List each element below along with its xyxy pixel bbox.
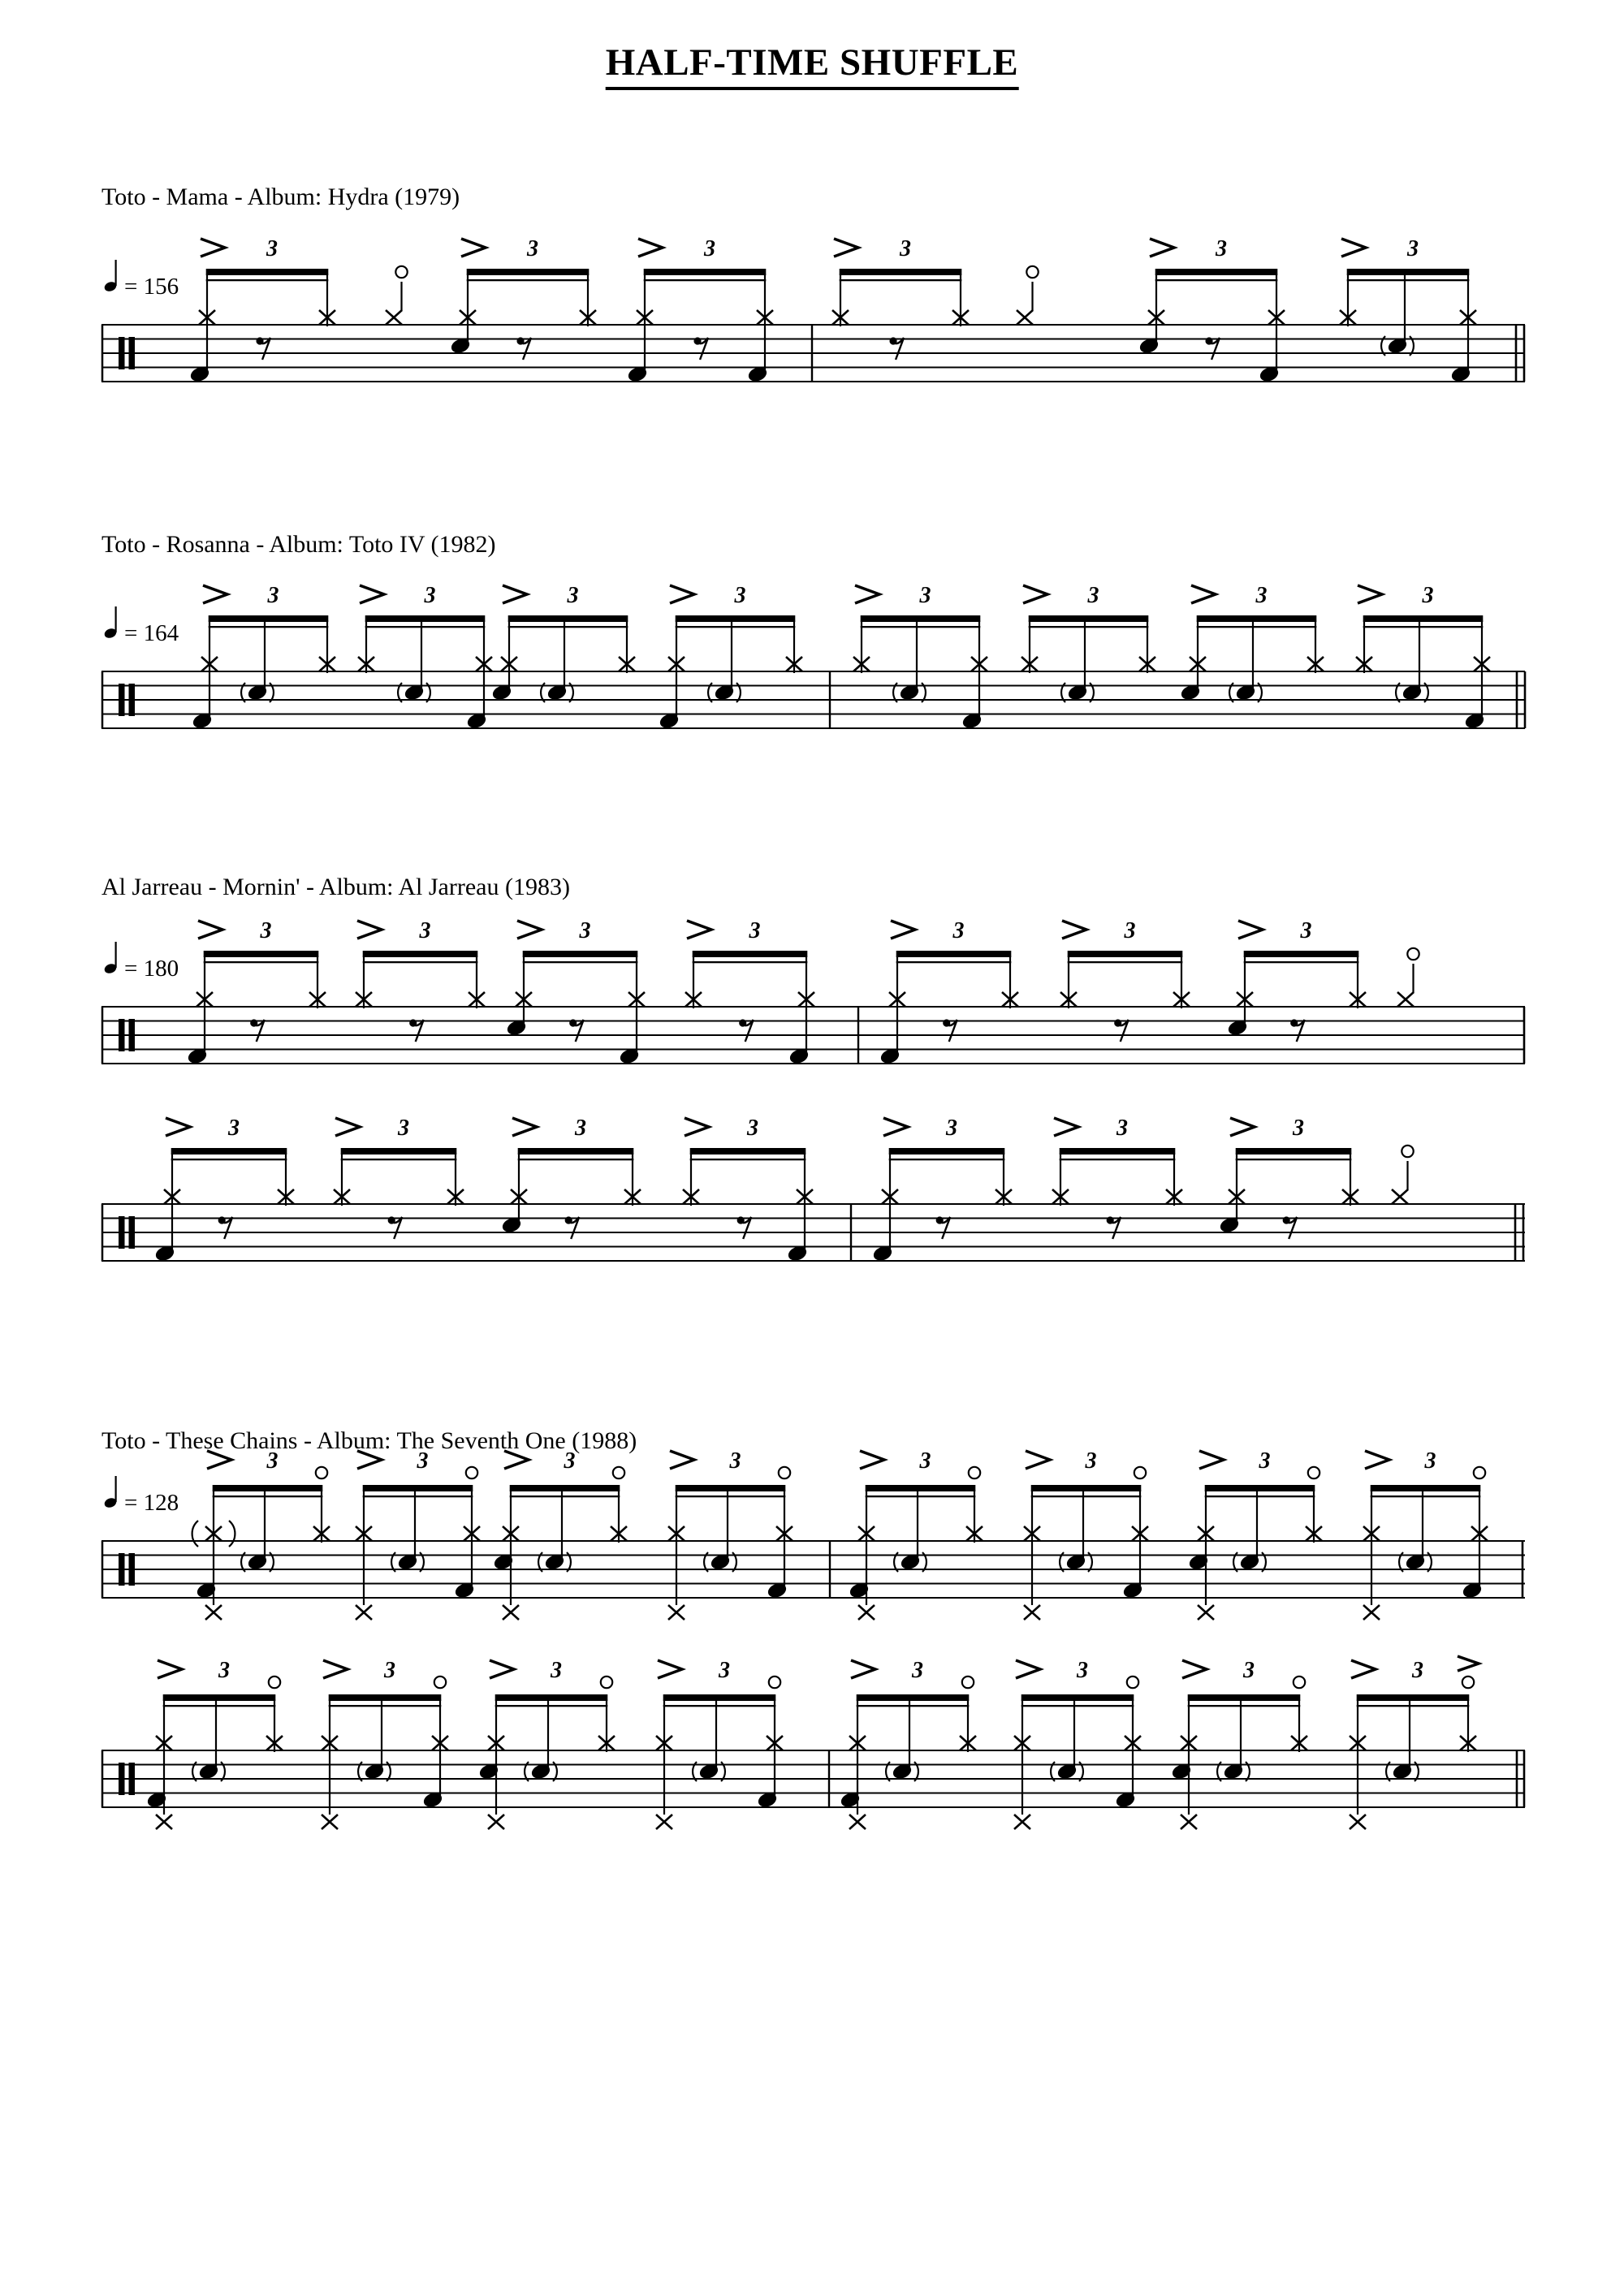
accent-mark xyxy=(1026,1451,1050,1469)
triplet-number: 3 xyxy=(1243,1658,1255,1683)
triplet-number: 3 xyxy=(398,1116,409,1141)
triplet-beam xyxy=(1155,269,1278,275)
open-hihat-mark xyxy=(601,1677,612,1688)
triplet-number: 3 xyxy=(266,236,278,261)
accent-mark xyxy=(1199,1451,1224,1469)
triplet-beam xyxy=(676,1485,786,1491)
beat-group xyxy=(839,1658,976,1829)
triplet-beam xyxy=(1021,1694,1134,1701)
beat-group xyxy=(871,1116,1012,1263)
triplet-number: 3 xyxy=(1422,583,1434,608)
triplet-number: 3 xyxy=(575,1116,586,1141)
triplet-number: 3 xyxy=(952,918,965,943)
accent-mark xyxy=(360,585,384,603)
beat-group xyxy=(683,1116,813,1263)
beat-group xyxy=(492,1448,627,1620)
song-title-mornin: Al Jarreau - Mornin' - Album: Al Jarreau (1983) xyxy=(102,874,570,900)
song-title-these-chains: Toto - These Chains - Album: The Seventh One (1988) xyxy=(102,1427,637,1454)
triplet-beam xyxy=(329,1694,442,1701)
open-hihat-mark xyxy=(1462,1677,1474,1688)
tempo-marking xyxy=(103,942,179,982)
accent-mark xyxy=(1191,585,1216,603)
triplet-number: 3 xyxy=(1116,1116,1128,1141)
beat-group xyxy=(449,236,596,360)
triplet-number: 3 xyxy=(218,1658,230,1683)
accent-mark xyxy=(517,921,542,939)
open-hihat-mark xyxy=(962,1677,974,1688)
triplet-beam xyxy=(866,1485,976,1491)
accent-mark xyxy=(335,1118,360,1136)
beat-group xyxy=(1179,583,1324,702)
percussion-clef xyxy=(119,1763,125,1795)
triplet-number: 3 xyxy=(267,583,279,608)
triplet-beam xyxy=(1363,615,1484,622)
beat-group xyxy=(1392,1146,1414,1204)
triplet-number: 3 xyxy=(551,1658,562,1683)
triplet-beam xyxy=(1244,951,1359,957)
beat-group xyxy=(1052,1116,1182,1239)
open-hihat-mark xyxy=(1294,1677,1305,1688)
triplet-number: 3 xyxy=(1124,918,1136,943)
triplet-beam xyxy=(1357,1694,1470,1701)
triplet-number: 3 xyxy=(1216,236,1227,261)
triplet-number: 3 xyxy=(1300,918,1312,943)
accent-mark xyxy=(658,1660,682,1678)
beat-group xyxy=(1014,1658,1141,1829)
triplet-beam xyxy=(663,1694,776,1701)
triplet-number: 3 xyxy=(579,918,591,943)
beat-group xyxy=(658,583,802,731)
percussion-clef xyxy=(119,684,125,716)
accent-mark xyxy=(1230,1118,1255,1136)
beat-group xyxy=(879,918,1018,1066)
accent-mark xyxy=(166,1118,190,1136)
open-hihat-mark xyxy=(1308,1467,1320,1478)
beat-group xyxy=(1021,583,1155,702)
notation-system xyxy=(102,583,1525,731)
beat-group xyxy=(191,583,335,731)
triplet-number: 3 xyxy=(567,583,579,608)
beat-group xyxy=(490,583,635,702)
accent-mark xyxy=(203,585,227,603)
beat-group xyxy=(356,918,485,1042)
accent-mark xyxy=(198,921,222,939)
triplet-number: 3 xyxy=(527,236,538,261)
accent-mark xyxy=(461,239,486,257)
accent-mark xyxy=(1016,1660,1040,1678)
accent-mark xyxy=(1023,585,1047,603)
accent-mark xyxy=(851,1660,875,1678)
triplet-beam xyxy=(693,951,808,957)
triplet-number: 3 xyxy=(1087,583,1099,608)
beat-group xyxy=(1363,1448,1488,1620)
triplet-beam xyxy=(644,269,767,275)
triplet-beam xyxy=(1347,269,1470,275)
accent-mark xyxy=(201,239,225,257)
accent-mark xyxy=(504,1451,529,1469)
beat-group xyxy=(192,1448,330,1620)
triplet-beam xyxy=(1060,1148,1176,1154)
open-hihat-mark xyxy=(395,266,407,278)
triplet-number: 3 xyxy=(919,583,931,608)
song-title-rosanna: Toto - Rosanna - Album: Toto IV (1982) xyxy=(102,531,496,558)
accent-mark xyxy=(1458,1656,1479,1671)
open-hihat-mark xyxy=(466,1467,477,1478)
open-hihat-mark xyxy=(769,1677,780,1688)
open-hihat-mark xyxy=(1407,948,1419,960)
triplet-beam xyxy=(508,615,628,622)
beat-group xyxy=(356,1448,480,1620)
open-hihat-mark xyxy=(613,1467,624,1478)
notation-system xyxy=(102,1116,1525,1263)
beat-group xyxy=(1226,918,1366,1042)
triplet-number: 3 xyxy=(228,1116,240,1141)
beat-group xyxy=(386,266,408,325)
triplet-number: 3 xyxy=(1259,1448,1271,1474)
accent-mark xyxy=(855,585,879,603)
tempo-marking xyxy=(103,1476,179,1516)
triplet-number: 3 xyxy=(912,1658,923,1683)
triplet-number: 3 xyxy=(266,1448,279,1474)
accent-mark xyxy=(883,1118,908,1136)
beat-group xyxy=(1170,1658,1307,1829)
accent-mark xyxy=(1182,1660,1207,1678)
beat-group xyxy=(1187,1448,1322,1620)
notation-system xyxy=(102,918,1525,1066)
accent-mark xyxy=(1365,1451,1389,1469)
accent-mark xyxy=(891,921,915,939)
beat-group xyxy=(626,236,773,384)
percussion-clef xyxy=(119,1019,125,1051)
triplet-number: 3 xyxy=(1077,1658,1088,1683)
triplet-beam xyxy=(213,1485,323,1491)
beat-group xyxy=(848,1448,983,1620)
accent-mark xyxy=(490,1660,514,1678)
triplet-beam xyxy=(896,951,1012,957)
triplet-number: 3 xyxy=(729,1448,741,1474)
triplet-beam xyxy=(495,1694,608,1701)
triplet-number: 3 xyxy=(1407,236,1419,261)
accent-mark xyxy=(834,239,858,257)
accent-mark xyxy=(1238,921,1263,939)
triplet-number: 3 xyxy=(919,1448,931,1474)
notation-system xyxy=(102,236,1525,384)
beat-group xyxy=(1138,236,1285,384)
beat-group xyxy=(656,1658,783,1829)
triplet-beam xyxy=(889,1148,1005,1154)
beat-group xyxy=(505,918,645,1066)
accent-mark xyxy=(638,239,663,257)
tempo-marking xyxy=(103,260,179,300)
triplet-beam xyxy=(690,1148,806,1154)
open-hihat-mark xyxy=(1474,1467,1485,1478)
accent-mark xyxy=(860,1451,884,1469)
open-hihat-mark xyxy=(1026,266,1038,278)
accent-mark xyxy=(685,1118,709,1136)
triplet-beam xyxy=(1029,615,1149,622)
triplet-beam xyxy=(171,1148,287,1154)
triplet-number: 3 xyxy=(719,1658,730,1683)
beat-group xyxy=(853,583,987,731)
accent-mark xyxy=(357,1451,382,1469)
svg-text:= 164: = 164 xyxy=(124,620,179,646)
accent-mark xyxy=(158,1660,182,1678)
triplet-beam xyxy=(206,269,329,275)
svg-text:= 156: = 156 xyxy=(124,274,179,300)
beat-group xyxy=(685,918,814,1066)
triplet-beam xyxy=(363,1485,473,1491)
triplet-number: 3 xyxy=(424,583,436,608)
accent-mark xyxy=(357,921,382,939)
triplet-number: 3 xyxy=(900,236,911,261)
triplet-number: 3 xyxy=(1293,1116,1304,1141)
triplet-beam xyxy=(1031,1485,1142,1491)
triplet-beam xyxy=(518,1148,634,1154)
triplet-beam xyxy=(341,1148,457,1154)
accent-mark xyxy=(1358,585,1382,603)
accent-mark xyxy=(1054,1118,1078,1136)
accent-mark xyxy=(1062,921,1086,939)
open-hihat-mark xyxy=(269,1677,280,1688)
beat-group xyxy=(477,1658,615,1829)
accent-mark xyxy=(687,921,711,939)
triplet-beam xyxy=(204,951,319,957)
open-hihat-mark xyxy=(1402,1146,1413,1157)
triplet-beam xyxy=(1197,615,1317,622)
triplet-number: 3 xyxy=(419,918,431,943)
accent-mark xyxy=(207,1451,231,1469)
beat-group xyxy=(668,1448,793,1620)
triplet-beam xyxy=(1236,1148,1352,1154)
open-hihat-mark xyxy=(779,1467,790,1478)
beat-group xyxy=(334,1116,464,1239)
beat-group xyxy=(153,1116,294,1263)
beat-group xyxy=(1340,236,1476,384)
triplet-number: 3 xyxy=(1085,1448,1097,1474)
triplet-beam xyxy=(1188,1694,1301,1701)
open-hihat-mark xyxy=(316,1467,327,1478)
accent-mark xyxy=(1351,1660,1376,1678)
beat-group xyxy=(1356,583,1490,731)
triplet-number: 3 xyxy=(747,1116,758,1141)
beat-group xyxy=(832,236,969,360)
triplet-beam xyxy=(510,1485,620,1491)
accent-mark xyxy=(670,585,694,603)
triplet-beam xyxy=(209,615,329,622)
triplet-number: 3 xyxy=(1424,1448,1436,1474)
accent-mark xyxy=(323,1660,348,1678)
triplet-beam xyxy=(365,615,486,622)
beat-group xyxy=(1017,266,1039,325)
beat-group xyxy=(1024,1448,1148,1620)
triplet-beam xyxy=(467,269,590,275)
triplet-number: 3 xyxy=(417,1448,429,1474)
triplet-beam xyxy=(676,615,796,622)
triplet-beam xyxy=(857,1694,970,1701)
notation-system xyxy=(102,1656,1525,1829)
beat-group xyxy=(186,918,326,1066)
accent-mark xyxy=(1341,239,1366,257)
triplet-beam xyxy=(861,615,981,622)
triplet-number: 3 xyxy=(260,918,272,943)
triplet-number: 3 xyxy=(946,1116,957,1141)
beat-group xyxy=(1060,918,1190,1042)
beat-group xyxy=(1350,1656,1479,1829)
triplet-beam xyxy=(363,951,478,957)
triplet-beam xyxy=(1371,1485,1481,1491)
percussion-clef xyxy=(119,1216,125,1249)
triplet-beam xyxy=(840,269,962,275)
beat-group xyxy=(358,583,492,731)
triplet-number: 3 xyxy=(384,1658,395,1683)
page-title: HALF-TIME SHUFFLE xyxy=(606,41,1019,90)
percussion-clef xyxy=(119,337,125,369)
notation-system xyxy=(102,1448,1525,1620)
open-hihat-mark xyxy=(1134,1467,1146,1478)
accent-mark xyxy=(512,1118,537,1136)
beat-group xyxy=(1397,948,1419,1007)
triplet-number: 3 xyxy=(1255,583,1268,608)
triplet-beam xyxy=(523,951,638,957)
triplet-number: 3 xyxy=(704,236,715,261)
triplet-number: 3 xyxy=(749,918,761,943)
percussion-clef xyxy=(119,1553,125,1586)
beat-group xyxy=(322,1658,448,1829)
song-title-mama: Toto - Mama - Album: Hydra (1979) xyxy=(102,183,460,210)
tempo-marking xyxy=(103,606,179,646)
svg-text:= 180: = 180 xyxy=(124,956,179,982)
svg-text:= 128: = 128 xyxy=(124,1490,179,1516)
open-hihat-mark xyxy=(1127,1677,1138,1688)
triplet-beam xyxy=(163,1694,276,1701)
open-hihat-mark xyxy=(434,1677,446,1688)
open-hihat-mark xyxy=(969,1467,980,1478)
triplet-beam xyxy=(1205,1485,1315,1491)
triplet-beam xyxy=(1068,951,1183,957)
beat-group xyxy=(1218,1116,1358,1239)
accent-mark xyxy=(670,1451,694,1469)
triplet-number: 3 xyxy=(1412,1658,1423,1683)
triplet-number: 3 xyxy=(564,1448,576,1474)
beat-group xyxy=(188,236,335,384)
beat-group xyxy=(500,1116,641,1239)
beat-group xyxy=(145,1658,283,1829)
accent-mark xyxy=(503,585,527,603)
accent-mark xyxy=(1150,239,1174,257)
triplet-number: 3 xyxy=(734,583,746,608)
